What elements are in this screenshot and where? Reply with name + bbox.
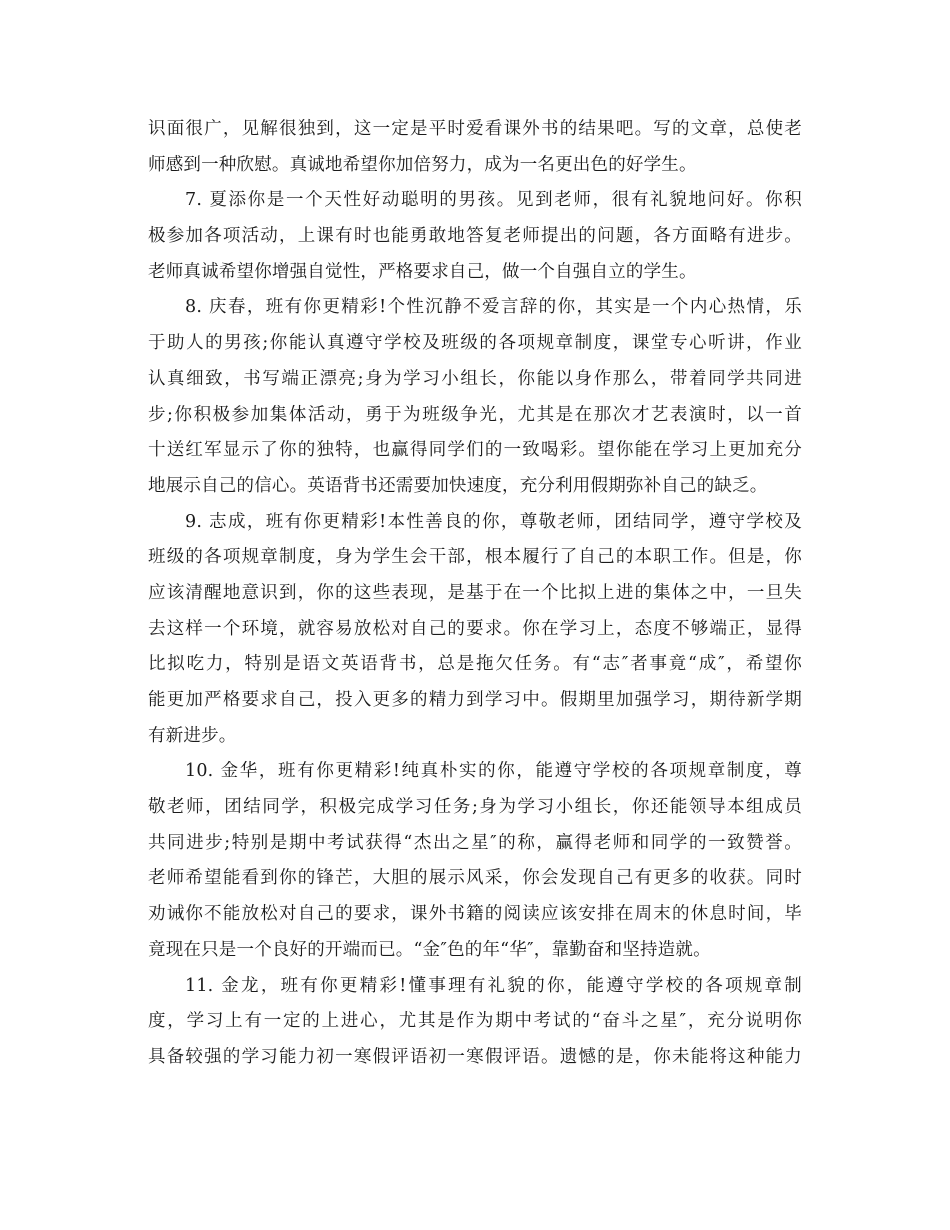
text-line: 去这样一个环境，就容易放松对自己的要求。你在学习上，态度不够端正，显得 (148, 618, 802, 639)
document-body (148, 112, 802, 1076)
text-line: 应该清醒地意识到，你的这些表现，是基于在一个比拟上进的集体之中，一旦失 (148, 582, 802, 603)
text-line: 十送红军显示了你的独特，也赢得同学们的一致喝彩。望你能在学习上更加充分 (148, 440, 802, 461)
text-line: 共同进步;特别是期中考试获得“杰出之星″的称，赢得老师和同学的一致赞誉。 (148, 832, 802, 853)
text-line: 极参加各项活动，上课有时也能勇敢地答复老师提出的问题，各方面略有进步。 (148, 226, 802, 247)
text-line: 识面很广，见解很独到，这一定是平时爱看课外书的结果吧。写的文章，总使老 (148, 119, 802, 139)
text-line: 老师希望能看到你的锋芒，大胆的展示风采，你会发现自己有更多的收获。同时 (148, 868, 802, 889)
paragraph-11-start: 11. 金龙，班有你更精彩!懂事理有礼貌的你，能遵守学校的各项规章制 (185, 975, 802, 996)
text-line: 具备较强的学习能力初一寒假评语初一寒假评语。遗憾的是，你未能将这种能力 (148, 1046, 802, 1067)
text-line: 比拟吃力，特别是语文英语背书，总是拖欠任务。有“志″者事竟“成″，希望你 (148, 654, 802, 675)
text-line: 认真细致，书写端正漂亮;身为学习小组长，你能以身作那么，带着同学共同进 (148, 368, 802, 389)
text-line: 步;你积极参加集体活动，勇于为班级争光，尤其是在那次才艺表演时，以一首 (148, 404, 802, 425)
text-line: 劝诫你不能放松对自己的要求，课外书籍的阅读应该安排在周末的休息时间，毕 (148, 904, 802, 925)
text-line: 竟现在只是一个良好的开端而已。“金″色的年“华″，靠勤奋和坚持造就。 (148, 939, 711, 960)
text-line: 度，学习上有一定的上进心，尤其是作为期中考试的“奋斗之星″，充分说明你 (148, 1011, 802, 1032)
text-line: 师感到一种欣慰。真诚地希望你加倍努力，成为一名更出色的好学生。 (148, 154, 697, 175)
text-line: 敬老师，团结同学，积极完成学习任务;身为学习小组长，你还能领导本组成员 (148, 797, 802, 818)
text-line: 能更加严格要求自己，投入更多的精力到学习中。假期里加强学习，期待新学期 (148, 690, 802, 710)
text-line: 老师真诚希望你增强自觉性，严格要求自己，做一个自强自立的学生。 (148, 261, 697, 282)
paragraph-8-start: 8. 庆春，班有你更精彩!个性沉静不爱言辞的你，其实是一个内心热情，乐 (185, 297, 802, 318)
paragraph-9-start: 9. 志成，班有你更精彩!本性善良的你，尊敬老师，团结同学，遵守学校及 (185, 511, 802, 532)
text-line: 有新进步。 (148, 725, 237, 746)
text-line: 地展示自己的信心。英语背书还需要加快速度，充分利用假期弥补自己的缺乏。 (148, 475, 768, 496)
paragraph-10-start: 10. 金华，班有你更精彩!纯真朴实的你，能遵守学校的各项规章制度，尊 (185, 761, 802, 782)
paragraph-7-start: 7. 夏添你是一个天性好动聪明的男孩。见到老师，很有礼貌地问好。你积 (185, 190, 802, 211)
text-line: 班级的各项规章制度，身为学生会干部，根本履行了自己的本职工作。但是，你 (148, 547, 802, 568)
text-line: 于助人的男孩;你能认真遵守学校及班级的各项规章制度，课堂专心听讲，作业 (148, 333, 802, 354)
